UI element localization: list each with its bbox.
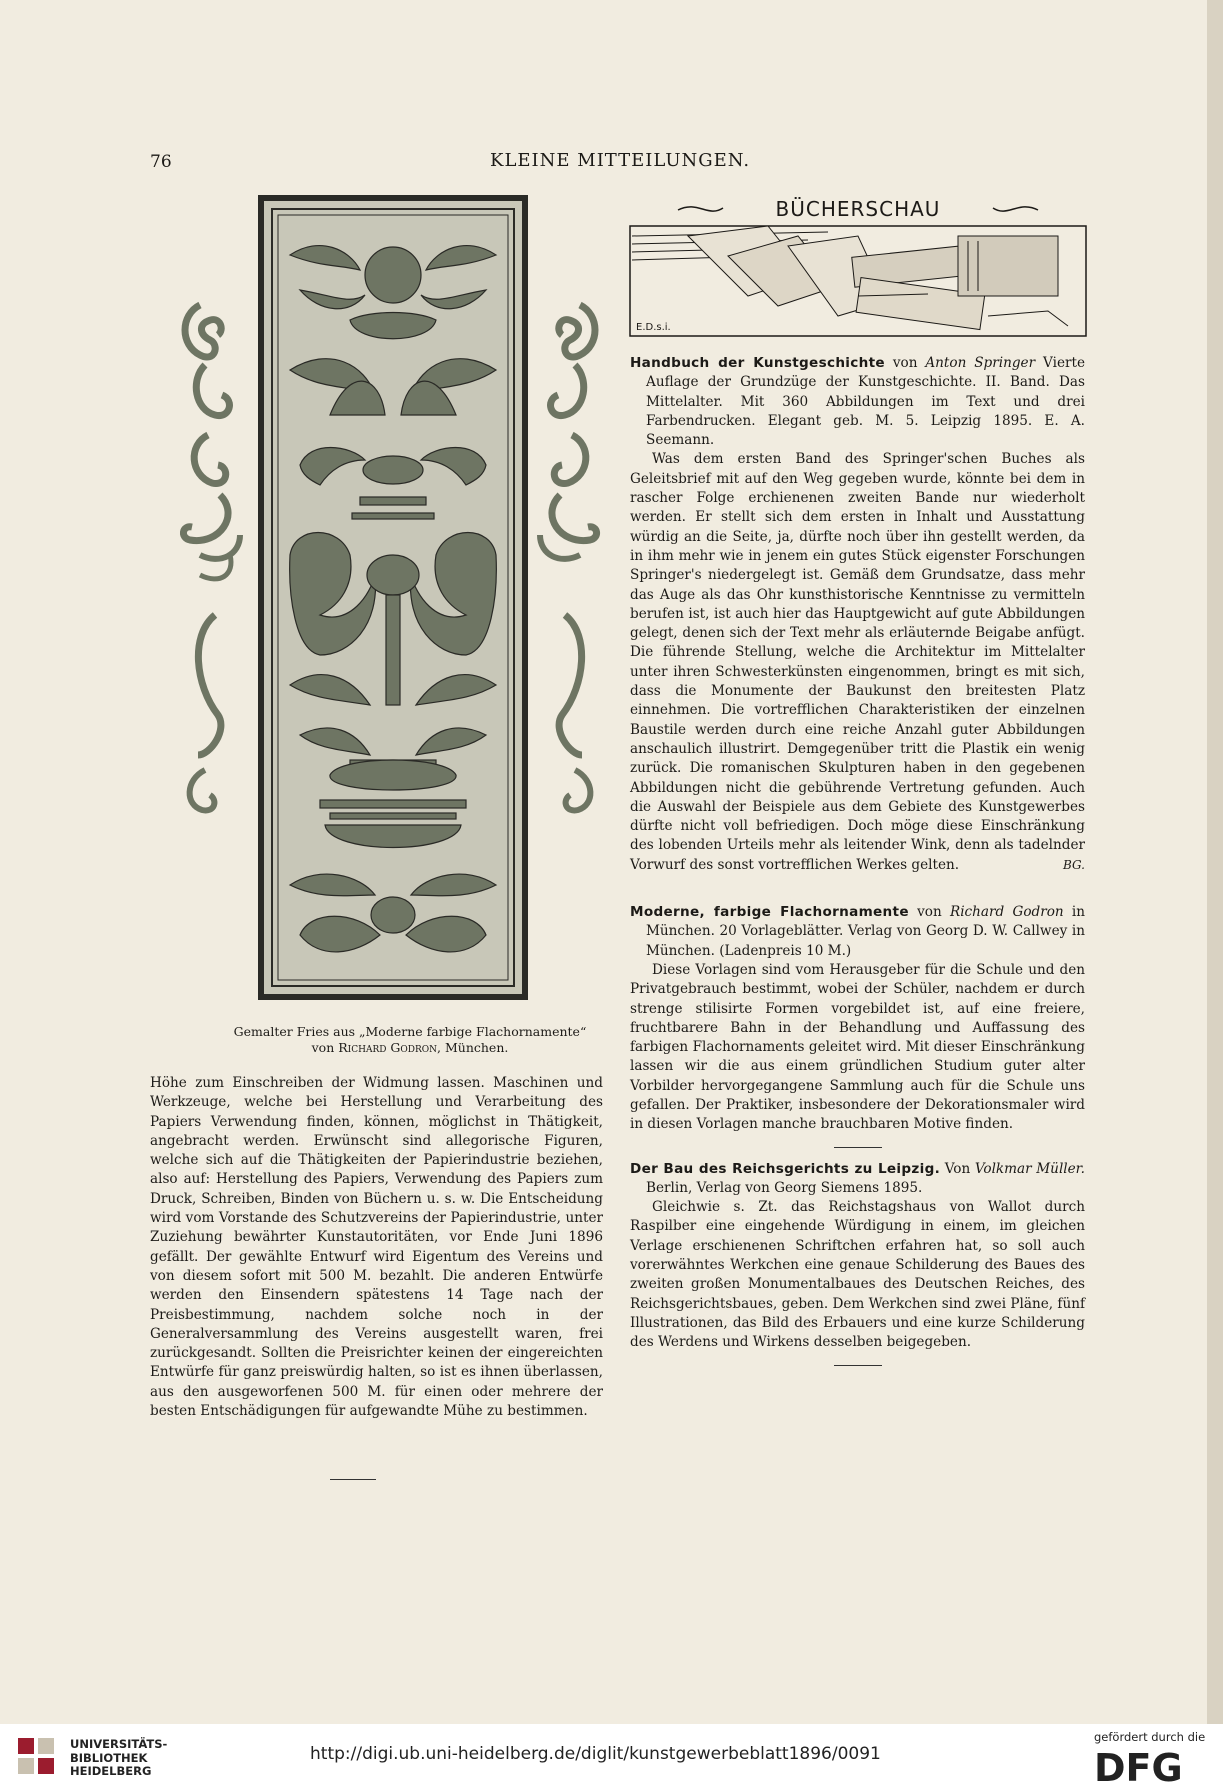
uni-line-3: HEIDELBERG bbox=[70, 1764, 152, 1778]
dfg-claim: gefördert durch die bbox=[1094, 1730, 1206, 1744]
left-scroll-ornament bbox=[183, 305, 240, 810]
caption-von: von bbox=[311, 1040, 335, 1055]
section-divider bbox=[834, 1365, 882, 1366]
review-3-body: Gleichwie s. Zt. das Reichstagshaus von Wallot durch Raspilber eine eingehende Würdigung in einem, im gleichen Verlage erschienenen Schriftchen erfahren hat, so soll auch vorerwähntes Werkchen eine genaue Schilderung des Baues des zweiten großen Monumentalbaues des Deutschen Reiches, des Reichsgerichtsbaues, geben. Dem Werkchen sind zwei Pläne, fünf Illustrationen, das Bild des Erbauers und eine kurze Schilderung des Werdens und Wirkens desselben beigegeben. bbox=[630, 1199, 1085, 1351]
review-2-body: Diese Vorlagen sind vom Herausgeber für die Schule und den Privatgebrauch bestimmt, wobei der Schüler, nachdem er durch strenge stilisirte Formen vorgebildet ist, auf eine freiere, fruchtbarere Bahn in der Behandlung und Auffassung des farbigen Flachornaments geleitet wird. Mit dieser Einschränkung lassen wir die aus einem gründlichen Studium guter alter Vorbilder hervorgegangene Sammlung auch für die Schule uns gefallen. Der Praktiker, insbesondere der Dekorationsmaler wird in diesen Vorlagen manche brauchbaren Motive finden. bbox=[630, 961, 1085, 1133]
review-3-details: Berlin, Verlag von Georg Siemens 1895. bbox=[646, 1179, 923, 1196]
dfg-logo[interactable] bbox=[1094, 1748, 1206, 1786]
running-head: KLEINE MITTEILUNGEN. bbox=[490, 150, 751, 171]
left-column-paragraph: Höhe zum Einschreiben der Widmung lassen. Maschinen und Werkzeuge, welche bei Herstellung und Verarbeitung des Papiers Verwendung finden, können, möglichst in Thätigkeit, angebracht werden. Erwünscht sind allegorische Figuren, welche sich auf die Thätigkeiten der Papierindustrie beziehen, also auf: Herstellung des Papiers, Verwendung des Papiers zum Druck, Schreiben, Binden von Büchern u. s. w. Die Entscheidung wird vom Vorstande des Schutzvereins der Papierindustrie, unter Zuziehung bewährter Kunstautoritäten, vor Ende Juni 1896 gefällt. Der gewählte Entwurf wird Eigentum des Vereins und von diesem sofort mit 500 M. bezahlt. Die anderen Entwürfe werden den Einsendern spätestens 14 Tage nach der Preisbestimmung, nachdem solche noch in der Generalversammlung des Vereins ausgestellt waren, frei zurückgesandt. Sollten die Preisrichter keinen der eingereichten Entwürfe für ganz preiswürdig halten, so ist es ihnen überlassen, aus den ausgeworfenen 500 M. für einen oder mehrere der besten Entschädigungen für aufgewandte Mühe zu bestimmen. bbox=[150, 1075, 603, 1420]
source-url-link[interactable]: http://digi.ub.uni-heidelberg.de/diglit/kunstgewerbeblatt1896/0091 bbox=[310, 1744, 881, 1764]
review-1-heading bbox=[630, 354, 1085, 450]
page-edge bbox=[1207, 0, 1223, 1724]
review-1-text: Was dem ersten Band des Springer'schen Buches als Geleitsbrief mit auf den Weg gegeben wurde, könnte bei dem in rascher Folge erchienenen zweiten Bande nur wiederholt werden. Er stellt sich dem ersten in Inhalt und Ausstattung würdig an die Seite, ja, dürfte noch über ihn gestellt werden, da in ihm mehr wie in jenem ein gutes Stück eigenster Forschungen Springer's niedergelegt ist. Gemäß dem Grundsatze, dass mehr das Auge als das Ohr kunsthistorische Kenntnisse zu vermitteln berufen ist, ist auch hier das Hauptgewicht auf gute Abbildungen gelegt, denen sich der Text mehr als erläuternde Beigabe anfügt. Die führende Stellung, welche die Architektur im Mittelalter unter ihren Schwesterkünsten eingenommen, bringt es mit sich, dass die Monumente der Baukunst den breitesten Platz einnehmen. Die vortrefflichen Charakteristiken der einzelnen Baustile werden durch eine reiche Anzahl guter Abbildungen anschaulich illustrirt. Demgegenüber tritt die Plastik ein wenig zurück. Die romanischen Skulpturen haben in den gegebenen Abbildungen nicht die gebührende Vertretung gefunden. Auch die Auswahl der Beispiele aus dem Gebiete des Kunstgewerbes dürfte nicht voll befriedigen. Doch möge diese Einschränkung des lobenden Urteils mehr als leitender Wink, denn als tadelnder Vorwurf des sonst vortrefflichen Werkes gelten. bbox=[630, 451, 1085, 873]
section-divider bbox=[834, 1147, 882, 1148]
figure-caption bbox=[150, 1024, 670, 1056]
review-1-signature: BG. bbox=[1062, 857, 1085, 872]
ornament-illustration bbox=[180, 195, 610, 1000]
footer-bar bbox=[0, 1724, 1223, 1790]
uni-line-1: UNIVERSITÄTS- bbox=[70, 1737, 168, 1751]
page-number: 76 bbox=[150, 152, 172, 172]
vignette-title: BÜCHERSCHAU bbox=[775, 197, 941, 221]
review-2-von: von bbox=[908, 904, 950, 921]
review-2-author: Richard Godron bbox=[949, 904, 1064, 921]
right-scroll-ornament bbox=[540, 305, 597, 810]
dfg-logo-text: DFG bbox=[1094, 1748, 1183, 1786]
caption-place: , München. bbox=[437, 1040, 509, 1055]
uni-line-2: BIBLIOTHEK bbox=[70, 1750, 148, 1765]
books-drawing bbox=[632, 226, 1068, 330]
review-2-details: in München. 20 Vorlageblätter. Verlag von Georg D. W. Callwey in München. (Ladenpreis 10 M.) bbox=[646, 904, 1085, 959]
review-1-details: Vierte Auflage der Grundzüge der Kunstgeschichte. II. Band. Das Mittelalter. Mit 360 Abbildungen im Text und drei Farbendrucken. Elegant geb. M. 5. Leipzig 1895. E. A. Seemann. bbox=[646, 355, 1085, 449]
vignette-signature: E.D.s.i. bbox=[636, 322, 671, 333]
review-3-author: Volkmar Müller. bbox=[974, 1160, 1086, 1177]
left-column-text bbox=[150, 1074, 603, 1421]
ub-heidelberg-icon bbox=[14, 1734, 60, 1780]
review-1-title: Handbuch der Kunstgeschichte bbox=[630, 355, 885, 371]
review-1-von: von bbox=[884, 355, 926, 371]
reviews-column bbox=[630, 354, 1085, 1378]
review-3-heading bbox=[630, 1160, 1085, 1199]
review-1-body bbox=[630, 450, 1085, 875]
university-library-logo[interactable] bbox=[14, 1734, 264, 1784]
caption-artist: Richard Godron bbox=[338, 1040, 438, 1055]
caption-line-1: Gemalter Fries aus „Moderne farbige Flachornamente“ bbox=[233, 1024, 587, 1039]
review-2-heading bbox=[630, 903, 1085, 961]
review-3-title: Der Bau des Reichsgerichts zu Leipzig. bbox=[630, 1160, 941, 1177]
review-1-author: Anton Springer bbox=[925, 355, 1036, 371]
buecherschau-vignette bbox=[628, 196, 1088, 338]
left-column-divider bbox=[330, 1479, 376, 1480]
caption-line-2 bbox=[150, 1040, 670, 1056]
review-2-title: Moderne, farbige Flachornamente bbox=[630, 904, 909, 921]
review-3-von: Von bbox=[940, 1160, 975, 1177]
